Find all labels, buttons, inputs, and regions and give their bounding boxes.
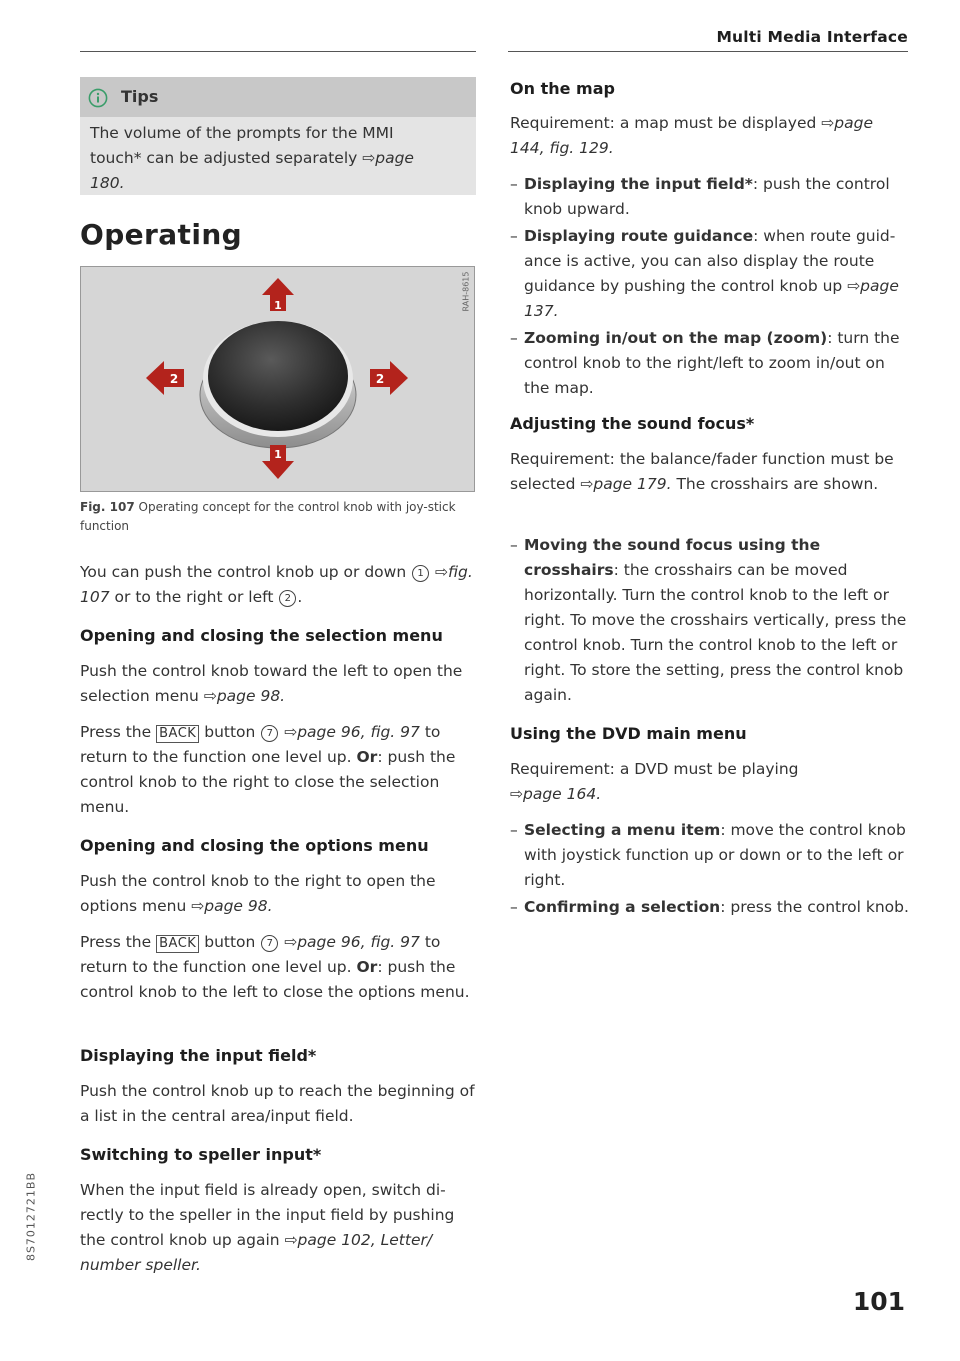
arrow-up-icon [262,278,294,312]
sound-page-link[interactable]: ⇨page 179. [580,475,672,493]
heading-selection-menu: Opening and closing the selection menu [80,626,443,645]
marker-right: 2 [375,372,385,386]
dvd-req [510,757,830,807]
callout-1: 1 [412,565,429,582]
sel-rest: : push the control knob to the right to close the selection menu. [80,748,456,816]
arrow-left-icon [146,361,184,395]
heading-dvd-menu: Using the DVD main menu [510,724,747,743]
header-rule-right [508,51,908,52]
opt-text: to return to the function one level up. [80,933,441,976]
opt-or: Or [356,958,378,976]
page-number: 101 [852,1287,905,1316]
header-rule-left [80,51,476,52]
sel-menu-p1-text: Push the control knob toward the left to open the selection menu [80,662,463,705]
figure-caption [80,498,472,536]
item-bold: Moving the sound focus using the crosshairs [524,536,821,579]
intro-fig-link[interactable]: ⇨fig. 107 [80,563,473,606]
list-item [510,224,910,324]
sound-focus-list [510,533,910,708]
sel-text: to return to the function one level up. [80,723,441,766]
list-item [510,895,910,920]
item-text: : the crosshairs can be moved horizontally. Turn the control knob to the left or right. To move the crosshairs vertically, press the control knob. Turn the control knob to the left or right. To store the setting, press the control knob again. [524,561,907,704]
dvd-req-text: Requirement: a DVD must be playing [510,760,799,778]
sel-press: Press the [80,723,152,741]
on-map-list [510,172,910,401]
tips-body: The volume of the prompts for the MMI touch* can be adjusted separately [90,124,394,167]
opt-menu-p1-text: Push the control knob to the right to open the options menu [80,872,436,915]
speller-p [80,1178,476,1278]
on-map-page-link[interactable]: ⇨page 144, fig. 129. [510,114,873,157]
info-icon [88,88,108,108]
running-header: Multi Media Interface [716,28,908,46]
sound-req-end: The crosshairs are shown. [676,475,879,493]
item-bold: Confirming a selection [524,898,721,916]
intro-text-a: You can push the control knob up or down [80,563,407,581]
item-text: : push the control knob upward. [524,175,890,218]
arrow-right-icon [370,361,408,395]
intro-paragraph [80,560,476,610]
back-key: BACK [156,725,199,743]
sel-button-word: button [204,723,256,741]
list-item [510,818,910,893]
item-text: : when route guid-ance is active, you can also display the route guidance by pushing the control knob up [524,227,896,295]
opt-menu-page-link[interactable]: ⇨page 98. [191,897,273,915]
item-bold: Zooming in/out on the map (zoom) [524,329,828,347]
item-text: : turn the control knob to the right/left to zoom in/out on the map. [524,329,900,397]
list-item [510,172,910,222]
marker-left: 2 [169,372,179,386]
on-map-req [510,111,880,161]
opt-fig-link[interactable]: ⇨page 96, fig. 97 [284,933,420,951]
heading-sound-focus: Adjusting the sound focus* [510,414,755,433]
callout-7: 7 [261,935,278,952]
tips-title: Tips [121,87,159,106]
tips-text [90,121,450,196]
sel-menu-p2 [80,720,476,820]
speller-text: When the input field is already open, switch di-rectly to the speller in the input field by pushing the control knob up again [80,1181,455,1249]
sound-req-text: Requirement: the balance/fader function must be selected [510,450,894,493]
heading-options-menu: Opening and closing the options menu [80,836,429,855]
heading-on-the-map: On the map [510,79,615,98]
figure-code: RAH-8615 [461,271,471,312]
heading-speller: Switching to speller input* [80,1145,322,1164]
marker-down: 1 [274,448,282,461]
intro-end: . [297,588,303,606]
tips-box [80,77,476,195]
control-knob-illustration [81,267,474,491]
item-text: : move the control knob with joystick function up or down or to the left or right. [524,821,906,889]
list-item [510,326,910,401]
speller-page-link[interactable]: ⇨page 102, Letter/ number speller. [80,1231,433,1274]
sound-focus-req [510,447,900,497]
figure-box [80,266,475,492]
knob-face [208,321,348,431]
heading-input-field: Displaying the input field* [80,1046,317,1065]
item-bold: Selecting a menu item [524,821,721,839]
opt-menu-p1 [80,869,476,919]
item-page-link[interactable]: ⇨page 137. [524,277,899,320]
sel-or: Or [356,748,378,766]
back-key: BACK [156,935,199,953]
figure-caption-text: Operating concept for the control knob with joy-stick function [80,500,456,533]
input-field-p: Push the control knob up to reach the beginning of a list in the central area/input field. [80,1082,475,1125]
list-item [510,533,910,708]
opt-rest: : push the control knob to the left to close the options menu. [80,958,470,1001]
opt-press: Press the [80,933,152,951]
sel-fig-link[interactable]: ⇨page 96, fig. 97 [284,723,420,741]
sel-menu-page-link[interactable]: ⇨page 98. [203,687,286,705]
item-bold: Displaying route guidance [524,227,754,245]
dvd-list [510,818,910,920]
item-text: : press the control knob. [720,898,909,916]
marker-up: 1 [274,299,282,312]
intro-text-b: or to the right or left [114,588,274,606]
dvd-page-link[interactable]: ⇨page 164. [510,785,602,803]
item-bold: Displaying the input field* [524,175,753,193]
callout-7: 7 [261,725,278,742]
doc-code: 8S7012721BB [24,1171,38,1262]
figure-label: Fig. 107 [80,500,135,514]
callout-2: 2 [279,590,296,607]
sel-menu-p1 [80,659,480,709]
opt-menu-p2 [80,930,476,1005]
arrow-down-icon [262,445,294,479]
tips-page-link[interactable]: ⇨page 180. [90,149,414,192]
opt-button-word: button [204,933,256,951]
on-map-req-text: Requirement: a map must be displayed [510,114,817,132]
page-title: Operating [80,218,243,251]
